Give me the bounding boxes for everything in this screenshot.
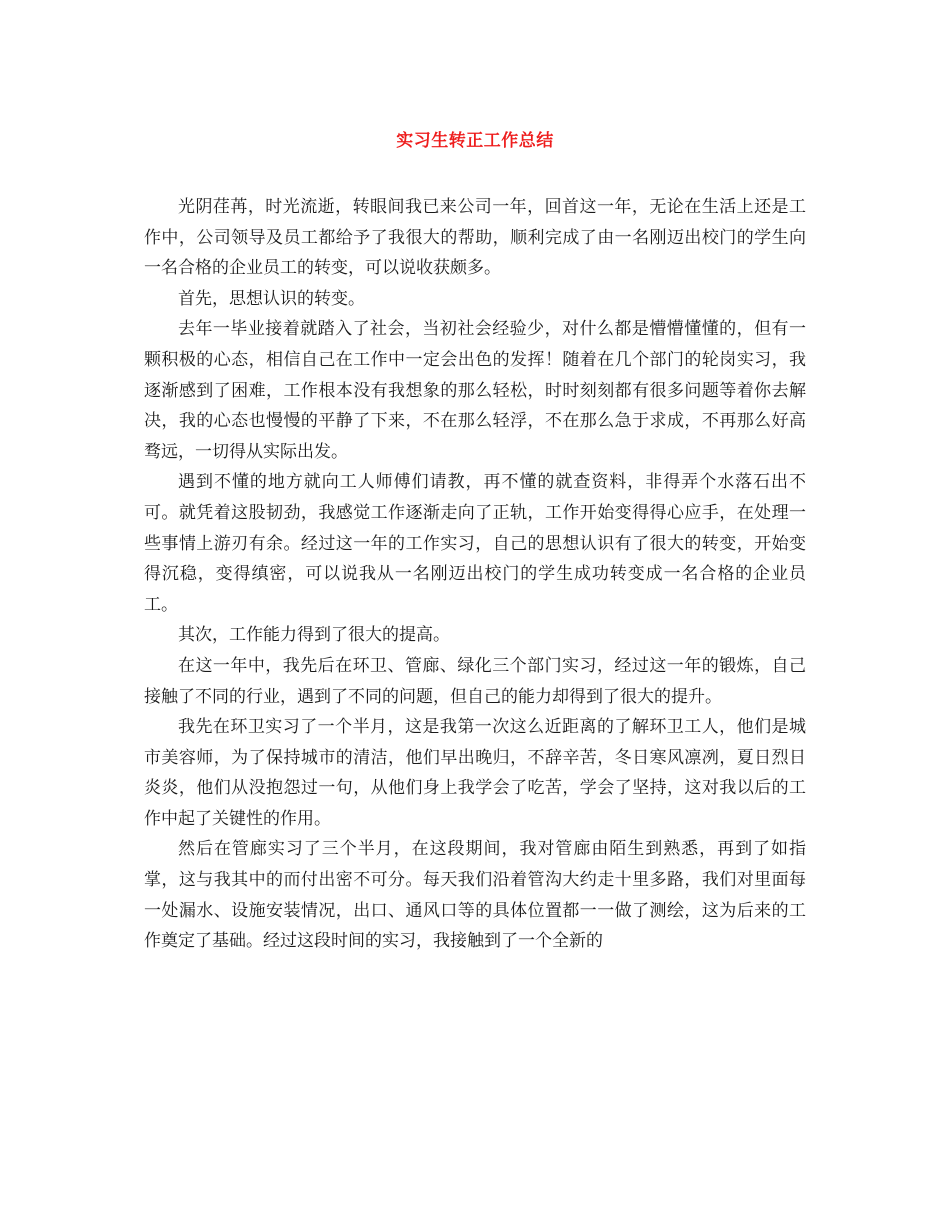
paragraph-graduation: 去年一毕业接着就踏入了社会，当初社会经验少，对什么都是懵懵懂懂的，但有一颗积极的心态，相信自己在工作中一定会出色的发挥！随着在几个部门的轮岗实习，我逐渐感到了困难，工作根本没有我想象的那么轻松，时时刻刻都有很多问题等着你去解决，我的心态也慢慢的平静了下来，不在那么轻浮，不在那么急于求成，不再那么好高骛远，一切得从实际出发。: [144, 319, 806, 462]
paragraph-departments: 在这一年中，我先后在环卫、管廊、绿化三个部门实习，经过这一年的锻炼，自己接触了不同的行业，遇到了不同的问题，但自己的能力却得到了很大的提升。: [144, 655, 806, 707]
paragraph-intro: 光阴荏苒，时光流逝，转眼间我已来公司一年，回首这一年，无论在生活上还是工作中，公司领导及员工都给予了我很大的帮助，顺利完成了由一名刚迈出校门的学生向一名合格的企业员工的转变，可以说收获颇多。: [144, 197, 806, 279]
paragraph-sanitation: 我先在环卫实习了一个半月，这是我第一次这么近距离的了解环卫工人，他们是城市美容师，为了保持城市的清洁，他们早出晚归，不辞辛苦，冬日寒风凛冽，夏日烈日炎炎，他们从没抱怨过一句，从他们身上我学会了吃苦，学会了坚持，这对我以后的工作中起了关键性的作用。: [144, 717, 806, 829]
paragraph-utility-tunnel: 然后在管廊实习了三个半月，在这段期间，我对管廊由陌生到熟悉，再到了如指掌，这与我其中的而付出密不可分。每天我们沿着管沟大约走十里多路，我们对里面每一处漏水、设施安装情况，出口、通风口等的具体位置都一一做了测绘，这为后来的工作奠定了基础。经过这段时间的实习，我接触到了一个全新的: [144, 839, 806, 952]
paragraph-heading-second: 其次，工作能力得到了很大的提高。: [178, 625, 450, 646]
paragraph-heading-first: 首先，思想认识的转变。: [178, 288, 365, 309]
paragraph-learning: 遇到不懂的地方就向工人师傅们请教，再不懂的就查资料，非得弄个水落石出不可。就凭着这股韧劲，我感觉工作逐渐走向了正轨，工作开始变得得心应手，在处理一些事情上游刃有余。经过这一年的工作实习，自己的思想认识有了很大的转变，开始变得沉稳，变得缜密，可以说我从一名刚迈出校门的学生成功转变成一名合格的企业员工。: [144, 472, 806, 615]
document-body: [144, 192, 806, 957]
document-title: 实习生转正工作总结: [396, 131, 554, 151]
